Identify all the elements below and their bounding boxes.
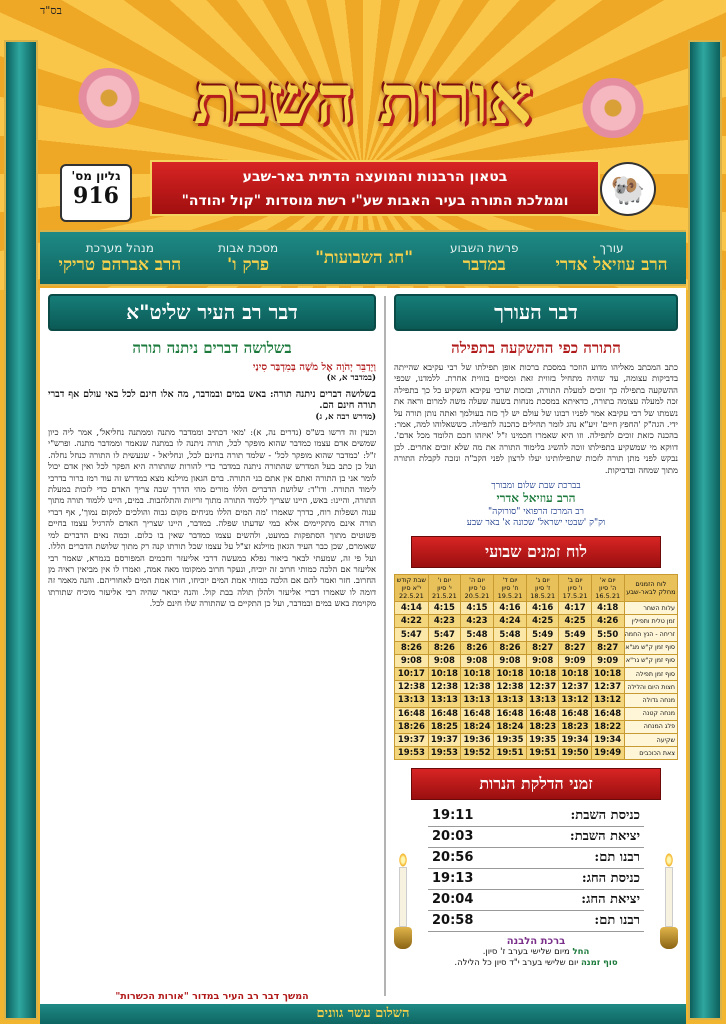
- banner-line: בטאון הרבנות והמועצה הדתית באר-שבע: [242, 169, 508, 185]
- info-value: הרב אברהם טריקי: [58, 255, 182, 275]
- candle-label: כניסת החג:: [581, 871, 640, 887]
- times-cell: 5:48: [461, 628, 494, 641]
- times-row: [395, 733, 678, 746]
- rabbi-verse: [48, 362, 376, 385]
- issue-label: גליון מס': [71, 169, 121, 183]
- info-avot: [218, 241, 278, 275]
- times-row-label: סוף זמן תפילה: [624, 668, 677, 681]
- times-row-label: סוף זמן ק"ש גר"א: [624, 654, 677, 667]
- times-cell: 9:09: [591, 654, 624, 667]
- day-date: ה' סיון 16.5.21: [595, 584, 621, 601]
- times-cell: 4:26: [591, 615, 624, 628]
- times-cell: 16:48: [591, 707, 624, 720]
- times-cell: 9:08: [493, 654, 526, 667]
- times-cell: 13:13: [526, 694, 558, 707]
- times-cell: 19:37: [395, 733, 429, 746]
- times-row: [395, 641, 678, 654]
- candle-row: [428, 911, 644, 932]
- times-cell: 12:37: [526, 681, 558, 694]
- info-holiday: [315, 248, 413, 268]
- signature-role: וק"ק 'שבטי ישראל' שכונה א' באר שבע: [466, 518, 606, 529]
- times-corner: [624, 575, 677, 602]
- times-row-label: חצות היום והלילה: [624, 681, 677, 694]
- quote-source: (מדרש רבה א, ג): [315, 411, 376, 422]
- times-cell: 18:24: [461, 720, 494, 733]
- times-cell: 19:51: [526, 747, 558, 760]
- times-cell: 12:38: [395, 681, 429, 694]
- times-cell: 16:48: [526, 707, 558, 720]
- times-cell: 8:26: [493, 641, 526, 654]
- times-cell: 8:27: [591, 641, 624, 654]
- times-row-label: עלות השחר: [624, 602, 677, 615]
- day-date: י' סיון 21.5.21: [432, 584, 457, 601]
- editor-text: כתב המכתב מאליהו מדוע הוזכר במסכת ברכות אופן תפילתו של רבי עקיבא שהייתה בדביקות עצומה, עד שהיה מתחיל בזווית זאת ומסיים בזווית אחרת. ללמדנו, שכפי ההשקעה בתפילה כך זוכים למעלת התורה, ובזכות שרבי עקיבא השקיע כל כך בתפילה זכה למעלה עצומה בתורה, כדאיתא במסכת מנחות בשעה שעלה משה למרום וראה את נשמתו של רבי עקיבא אמר לפניו רבונו של עולם יש לך כזה בעולמך ואתה נותן תורה על ידי. הגה"ק 'החפץ חיים' זיע"א נהג לומר תהילים כהכנה לתפילה. כששאלוהו למה, אמר: בהכנה כזאת זוכים לתפילה. וזו היא שאמרו חכמינו ז"ל 'איזהו חכם הלומד מכל אדם'. דווקא מי שמשקיע בתפילתו זוכה להשיג בלימוד התורה את מה שלא זוכים אחרים. לכן נבקש לפני מתן תורה לזכות שתפילותינו יעלו לרצון לפני הקב"ה ונזכה לקבלת התורה מתוך שמחה ובדביקות.: [394, 362, 678, 475]
- times-cell: 4:25: [559, 615, 591, 628]
- times-cell: 4:17: [559, 602, 591, 615]
- editor-signature: [394, 480, 678, 528]
- candle-row: [428, 869, 644, 890]
- times-heading: לוח זמנים שבועי: [411, 536, 661, 568]
- candle-icon: [660, 853, 678, 953]
- times-cell: 19:51: [493, 747, 526, 760]
- times-cell: 9:08: [526, 654, 558, 667]
- times-cell: 13:12: [591, 694, 624, 707]
- times-row: [395, 681, 678, 694]
- info-parasha: [450, 241, 519, 275]
- times-cell: 10:18: [591, 668, 624, 681]
- times-cell: 12:38: [461, 681, 494, 694]
- moon-line: [394, 958, 678, 969]
- times-cell: 8:26: [461, 641, 494, 654]
- signature-greeting: בברכת שבת שלום ומבורך: [491, 481, 581, 492]
- info-label: פרשת השבוע: [450, 241, 519, 255]
- candle-row: [428, 806, 644, 827]
- times-body: [395, 602, 678, 760]
- moon-start-label: החל: [572, 947, 590, 958]
- times-cell: 19:52: [461, 747, 494, 760]
- times-cell: 13:13: [493, 694, 526, 707]
- candle-label: רבנו תם:: [594, 850, 640, 866]
- day-name: יום ב': [567, 576, 583, 585]
- times-cell: 4:23: [461, 615, 494, 628]
- times-cell: 4:22: [395, 615, 429, 628]
- candle-time: 20:04: [432, 892, 474, 908]
- issue-box: [60, 164, 132, 222]
- day-date: י"א סיון 22.5.21: [399, 584, 424, 601]
- times-cell: 5:48: [493, 628, 526, 641]
- times-cell: 19:34: [559, 733, 591, 746]
- times-cell: 4:16: [493, 602, 526, 615]
- candles-section: [394, 806, 678, 969]
- times-row-label: סוף זמן ק"ש מג"א: [624, 641, 677, 654]
- ram-logo-icon: 🐏: [600, 162, 656, 216]
- frame-right: [688, 40, 722, 1020]
- editor-heading: דבר העורך: [394, 294, 678, 331]
- times-cell: 19:37: [428, 733, 460, 746]
- frame-left: [4, 40, 38, 1020]
- info-strip: [40, 230, 686, 286]
- times-row: [395, 602, 678, 615]
- candles-heading: זמני הדלקת הנרות: [411, 768, 661, 800]
- candle-time: 20:56: [432, 850, 474, 866]
- quote-text: בשלושה דברים ניתנה תורה: באש במים ובמדבר, מה אלו חינם לכל באי עולם אף דברי תורה חינם הם.: [48, 388, 376, 412]
- times-cell: 10:18: [493, 668, 526, 681]
- corner-sub: מחלק לבאר-שבע: [626, 588, 676, 597]
- times-cell: 8:26: [428, 641, 460, 654]
- day-name: שבת קודש: [396, 576, 427, 585]
- times-row-label: צאת הכוכבים: [624, 747, 677, 760]
- times-cell: 9:08: [461, 654, 494, 667]
- times-cell: 19:35: [526, 733, 558, 746]
- candle-time: 20:03: [432, 829, 474, 845]
- day-header: [461, 575, 494, 602]
- info-manager: [58, 241, 181, 275]
- times-cell: 18:24: [493, 720, 526, 733]
- times-cell: 9:08: [428, 654, 460, 667]
- candle-row: [428, 848, 644, 869]
- header-banner: [150, 160, 600, 216]
- rabbi-column: [40, 288, 384, 1004]
- times-cell: 18:22: [591, 720, 624, 733]
- times-cell: 5:49: [559, 628, 591, 641]
- candle-row: [428, 827, 644, 848]
- times-cell: 13:12: [559, 694, 591, 707]
- times-cell: 10:18: [526, 668, 558, 681]
- day-date: ז' סיון 18.5.21: [530, 584, 556, 601]
- day-name: יום ד': [502, 576, 518, 585]
- times-row: [395, 654, 678, 667]
- rabbi-quote: [48, 389, 376, 423]
- verse-text: וַיְדַבֵּר יְהֹוָה אֶל מֹשֶׁה בְּמִדְבַּר סִינַי: [252, 362, 376, 373]
- candle-row: [428, 890, 644, 911]
- info-value: הרב עוזיאל אדרי: [555, 255, 668, 275]
- times-cell: 9:08: [395, 654, 429, 667]
- day-header: [526, 575, 558, 602]
- day-header: [591, 575, 624, 602]
- times-cell: 4:23: [428, 615, 460, 628]
- signature-name: הרב עוזיאל אדרי: [496, 491, 576, 506]
- editor-subtitle: התורה כפי ההשקעה בתפילה: [451, 339, 621, 357]
- candle-label: יציאת החג:: [581, 892, 640, 908]
- times-cell: 10:17: [395, 668, 429, 681]
- banner-line: וממלכת התורה בעיר האבות שע"י רשת מוסדות "קול יהודה": [181, 193, 569, 209]
- times-cell: 9:09: [559, 654, 591, 667]
- corner-title: לוח הזמנים: [635, 580, 667, 589]
- times-row: [395, 720, 678, 733]
- editor-column: [386, 288, 686, 1004]
- page-title: אורות השבת: [193, 60, 533, 140]
- times-cell: 10:18: [559, 668, 591, 681]
- times-cell: 10:18: [428, 668, 460, 681]
- moon-start-text: מיום שלישי בערב ז' סיון.: [482, 947, 570, 958]
- times-cell: 18:25: [428, 720, 460, 733]
- day-name: יום ה': [469, 576, 485, 585]
- candle-label: כניסת השבת:: [570, 808, 640, 824]
- moon-end-text: יום שלישי בערב י"ד סיון כל הלילה.: [454, 958, 579, 969]
- times-cell: 13:13: [461, 694, 494, 707]
- day-date: ו' סיון 17.5.21: [562, 584, 588, 601]
- day-header: [559, 575, 591, 602]
- signature-role: רב המרכז הרפואי "סורוקה": [488, 507, 584, 518]
- times-cell: 5:47: [428, 628, 460, 641]
- day-date: ט' סיון 20.5.21: [464, 584, 490, 601]
- times-cell: 19:35: [493, 733, 526, 746]
- times-row-label: מנחה קטנה: [624, 707, 677, 720]
- candle-times: [428, 806, 644, 932]
- times-cell: 8:26: [395, 641, 429, 654]
- day-date: ח' סיון 19.5.21: [497, 584, 523, 601]
- times-cell: 4:15: [461, 602, 494, 615]
- times-cell: 4:25: [526, 615, 558, 628]
- times-row: [395, 707, 678, 720]
- candle-time: 19:11: [432, 808, 474, 824]
- rabbi-text: וכעין זה דרשו בש"ס (נדרים נה, א): 'מאי דכתיב וממדבר מתנה וממתנה נחליאל', אמר ליה כיון שמשים אדם עצמו כמדבר שהוא מופקר לכל, תורה ניתנה לו במתנה שנאמר וממדבר מתנה. ופרש"י ז"ל: 'כמדבר שהוא מופקר לכל' - שלמד תורה בחינם לכל, ונחליאל - שנעשית לו התורה כנחל נחלה. ועל כן כתב בעל המדרש שהתורה ניתנה במדבר כדי להורות שהתורה היא הפקר לכל ואין אדם יכול לומר אני בן התורה ואתם אין אתם בני התורה. ברם הגאון מוילנא מצא במדרש זה עוד רמז ברור בדרכי לימוד התורה. ודו"ד: שלושת הדברים הללו מורים מהי הדרך שבה צריך האדם כדי לזכות במעלת התורה, והיינו: באש, היינו שצריך ללמוד התורה מתוך זריזות והתלהבות. במים, היינו ללמוד תורה מתוך ענוה ושפלות רוח, כדרך שאמרו 'מה המים הללו מניחים מקום גבוה והולכים למקום נמוך', אף דברי תורה אינם מתקיימים אלא במי שדעתו שפלה. במדבר, היינו שצריך האדם להרגיל עצמו בחיים פשוטים מתוך הסתפקות במועט, ולהשים עצמו כמדבר שאין בו כלום. וכמה נאים הדברים למי שאומרם, שכן כבר העיד הגאון מוילנא זצ"ל על עצמו שכל תורתו קנה רק מתוך שלושת הדברים הללו. ועל פי זה, שמעתי לבאר ביאור נפלא במעשה דרבי אליעזר וחכמים המפורסם בגמרא, שאמר רבי אליעזר אם הלכה כמותי חרוב זה יוכיח, ונעקר חרוב ממקומו מאה אמה, ואמרו לו אין מביאין ראיה מן החרוב. חזר ואמר להם אם הלכה כמותי אמת המים יוכיחו, חזרו אמת המים לאחוריהם. והנה מאמר זה דומה לו שאמרו דברי אליעזר ולהלן תולה בבת קול. והנה יבואר שהיה רבי אליעזר מוכיח שתורתו מקוימת באש במים ובמדבר, ועל כן התקיים בו שהתורה שלו חינם לכל.: [48, 427, 376, 609]
- day-name: יום ג': [535, 576, 550, 585]
- info-label: עורך: [599, 241, 624, 255]
- times-cell: 18:23: [559, 720, 591, 733]
- times-cell: 10:18: [461, 668, 494, 681]
- times-cell: 18:26: [395, 720, 429, 733]
- issue-number: 916: [73, 183, 119, 209]
- rabbi-subtitle: בשלושה דברים ניתנה תורה: [132, 339, 292, 357]
- times-cell: 16:48: [559, 707, 591, 720]
- times-cell: 19:53: [395, 747, 429, 760]
- times-header-row: [395, 575, 678, 602]
- times-cell: 4:14: [395, 602, 429, 615]
- info-label: מנהל מערכת: [85, 241, 154, 255]
- times-cell: 12:37: [559, 681, 591, 694]
- day-name: יום א': [599, 576, 616, 585]
- candle-icon: [394, 853, 412, 953]
- times-cell: 19:53: [428, 747, 460, 760]
- main-content: [40, 288, 686, 1004]
- times-cell: 19:49: [591, 747, 624, 760]
- moon-end-label: סוף זמנה: [580, 958, 618, 969]
- times-cell: 4:18: [591, 602, 624, 615]
- info-value: פרק ו': [227, 255, 270, 275]
- times-cell: 5:49: [526, 628, 558, 641]
- times-cell: 8:27: [526, 641, 558, 654]
- moon-line: [394, 947, 678, 958]
- times-cell: 4:24: [493, 615, 526, 628]
- info-label: מסכת אבות: [218, 241, 279, 255]
- candle-label: רבנו תם:: [594, 913, 640, 929]
- times-cell: 12:38: [493, 681, 526, 694]
- bottom-strip: השלום עשר גוונים: [40, 1004, 686, 1024]
- rabbi-continued: המשך דבר רב העיר במדור "אורות הכשרות": [115, 991, 309, 1002]
- times-cell: 19:34: [591, 733, 624, 746]
- times-row: [395, 668, 678, 681]
- times-row-label: מנחה גדולה: [624, 694, 677, 707]
- times-row-label: שקיעה: [624, 733, 677, 746]
- times-cell: 18:23: [526, 720, 558, 733]
- candle-time: 20:58: [432, 913, 474, 929]
- moon-blessing: [394, 936, 678, 969]
- verse-source: (במדבר א, א): [326, 373, 376, 384]
- times-cell: 19:50: [559, 747, 591, 760]
- info-value: "חג השבועות": [315, 248, 414, 268]
- day-header: [493, 575, 526, 602]
- moon-title: ברכת הלבנה: [506, 936, 566, 948]
- info-value: במדבר: [462, 255, 506, 275]
- candle-label: יציאת השבת:: [569, 829, 640, 845]
- times-cell: 5:47: [395, 628, 429, 641]
- times-cell: 5:50: [591, 628, 624, 641]
- times-cell: 13:13: [428, 694, 460, 707]
- times-cell: 16:48: [461, 707, 494, 720]
- times-cell: 19:36: [461, 733, 494, 746]
- times-row-label: זריחה - הנץ החמה: [624, 628, 677, 641]
- times-row-label: זמן טלית ותפילין: [624, 615, 677, 628]
- bsd-mark: בס"ד: [40, 4, 62, 17]
- candle-time: 19:13: [432, 871, 474, 887]
- times-row: [395, 615, 678, 628]
- times-cell: 4:15: [428, 602, 460, 615]
- times-cell: 13:13: [395, 694, 429, 707]
- times-cell: 16:48: [428, 707, 460, 720]
- day-header: [428, 575, 460, 602]
- info-editor: [555, 241, 667, 275]
- day-name: יום ו': [437, 576, 451, 585]
- times-cell: 8:27: [559, 641, 591, 654]
- times-cell: 12:38: [428, 681, 460, 694]
- times-cell: 12:37: [591, 681, 624, 694]
- day-header: [395, 575, 429, 602]
- rabbi-heading: דבר רב העיר שליט"א: [48, 294, 376, 331]
- times-cell: 16:48: [493, 707, 526, 720]
- times-row-label: פלג המנחה: [624, 720, 677, 733]
- times-row: [395, 694, 678, 707]
- times-cell: 16:48: [395, 707, 429, 720]
- times-row: [395, 628, 678, 641]
- times-row: [395, 747, 678, 760]
- times-table: [394, 574, 678, 760]
- times-cell: 4:16: [526, 602, 558, 615]
